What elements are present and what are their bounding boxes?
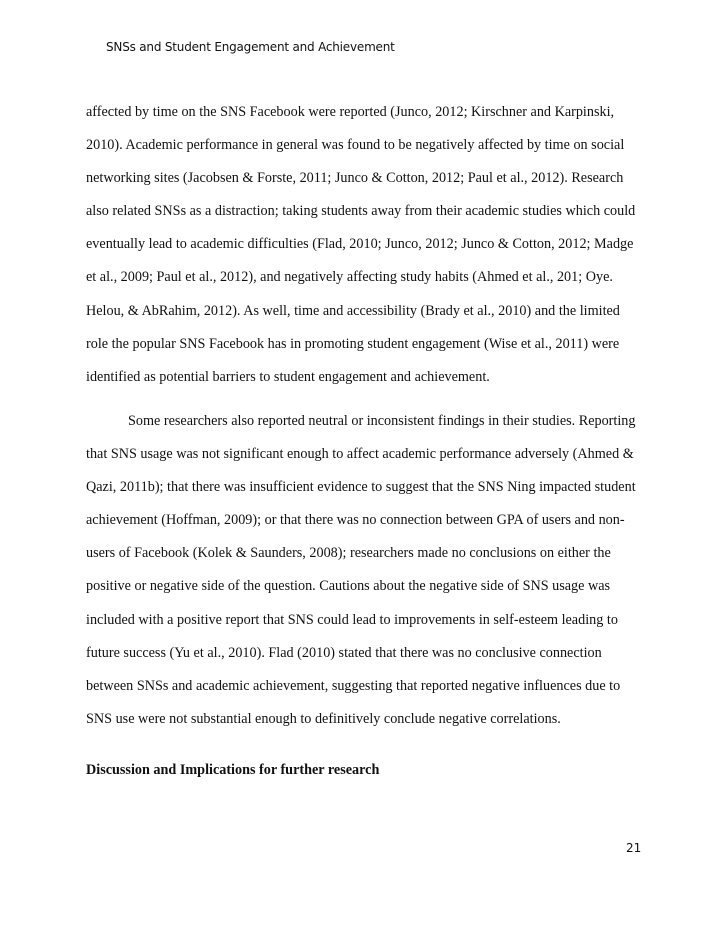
text-line: between SNSs and academic achievement, suggesting that reported negative influences due to [86,677,621,694]
text-line: users of Facebook (Kolek & Saunders, 2008); researchers made no conclusions on either the [86,545,611,562]
text-line: positive or negative side of the question. Cautions about the negative side of SNS usage was [86,578,611,595]
running-head: SNSs and Student Engagement and Achievement [106,40,395,54]
text-line: networking sites (Jacobsen & Forste, 2011; Junco & Cotton, 2012; Paul et al., 2012). Research [86,170,624,187]
paragraph-1 [86,96,666,394]
text-line: role the popular SNS Facebook has in promoting student engagement (Wise et al., 2011) were [86,335,620,352]
text-line: Qazi, 2011b); that there was insufficient evidence to suggest that the SNS Ning impacted student [86,479,636,496]
text-line: et al., 2009; Paul et al., 2012), and negatively affecting study habits (Ahmed et al., 201; Oye. [86,269,613,286]
text-line: included with a positive report that SNS could lead to improvements in self-esteem leading to [86,611,618,628]
text-line: that SNS usage was not significant enough to affect academic performance adversely (Ahmed & [86,446,634,463]
text-line: Helou, & AbRahim, 2012). As well, time and accessibility (Brady et al., 2010) and the limited [86,302,620,319]
text-line: affected by time on the SNS Facebook were reported (Junco, 2012; Kirschner and Karpinski, [86,104,615,120]
text-line: eventually lead to academic difficulties (Flad, 2010; Junco, 2012; Junco & Cotton, 2012; Madge [86,236,634,253]
text-line: Some researchers also reported neutral or inconsistent findings in their studies. Reporting [128,413,636,429]
text-line: SNS use were not substantial enough to definitively conclude negative correlations. [86,710,561,727]
text-line: achievement (Hoffman, 2009); or that there was no connection between GPA of users and non- [86,512,625,529]
page-number: 21 [626,841,642,855]
paragraph-2 [86,405,666,736]
section-heading: Discussion and Implications for further research [86,762,380,778]
text-line: also related SNSs as a distraction; taking students away from their academic studies which could [86,203,636,220]
text-line: 2010). Academic performance in general was found to be negatively affected by time on social [86,137,625,154]
text-line: identified as potential barriers to student engagement and achievement. [86,368,490,385]
text-line: future success (Yu et al., 2010). Flad (2010) stated that there was no conclusive connection [86,644,602,661]
